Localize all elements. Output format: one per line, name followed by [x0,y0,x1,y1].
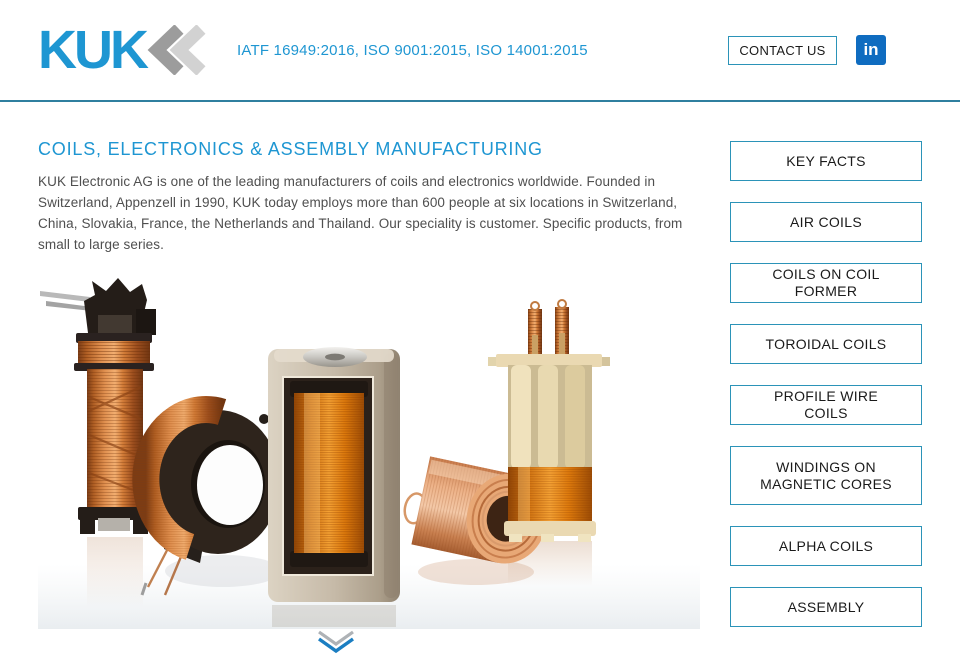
intro-paragraph: KUK Electronic AG is one of the leading manufacturers of coils and electronics worldwide. Founded in Switzerland, Appenzell in 1990, KUK today employs more than 600 people at six locations in Switzerland, China, Slovakia, France, the Netherlands and Thailand. Our speciality is customer. Specific products, from small to large series. [38,173,683,252]
certifications-text: IATF 16949:2016, ISO 9001:2015, ISO 14001:2015 [237,41,588,59]
sidebar-item-assembly[interactable]: ASSEMBLY [730,587,922,627]
sidebar-item-air-coils[interactable]: AIR COILS [730,202,922,242]
page-title: COILS, ELECTRONICS & ASSEMBLY MANUFACTURING [38,139,543,159]
page-header [0,0,960,102]
logo-text: KUK [38,20,146,80]
main-column [38,102,700,656]
framed-coil [268,347,400,602]
sidebar-item-toroidal-coils[interactable]: TOROIDAL COILS [730,324,922,364]
sidebar-item-windings-on-magnetic-cores[interactable]: WINDINGS ON MAGNETIC CORES [730,446,922,505]
main-content [0,102,960,656]
sidebar [730,102,922,656]
sidebar-item-coils-on-coil-former[interactable]: COILS ON COIL FORMER [730,263,922,303]
scroll-hint [314,629,700,656]
header-actions [728,35,960,65]
product-photo [38,269,700,629]
sidebar-item-alpha-coils[interactable]: ALPHA COILS [730,526,922,566]
chevron-down-icon[interactable] [314,629,358,656]
logo-chevrons-icon [147,25,209,75]
sidebar-item-profile-wire-coils[interactable]: PROFILE WIRE COILS [730,385,922,425]
contact-us-button[interactable]: CONTACT US [728,36,837,65]
linkedin-icon[interactable] [856,35,886,65]
kuk-logo[interactable] [38,20,209,80]
linkedin-glyph: in [863,40,879,59]
sidebar-item-key-facts[interactable]: KEY FACTS [730,141,922,181]
